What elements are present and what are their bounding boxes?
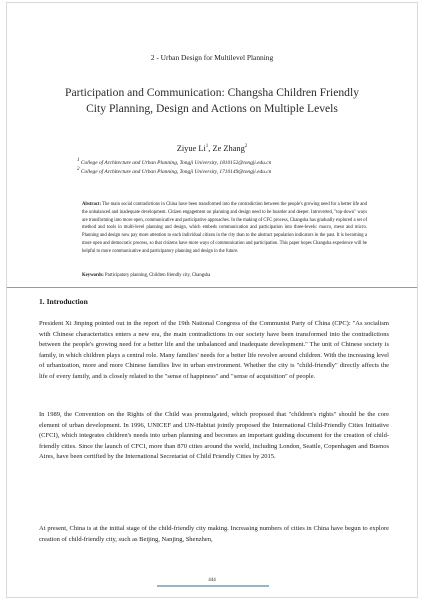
- section-heading: 1. Introduction: [39, 297, 88, 306]
- affiliation-text: College of Architecture and Urban Planning, Tongji University, 1710149@tongji.edu.cn: [79, 168, 272, 175]
- keywords-block: [82, 273, 367, 278]
- section-divider: [7, 287, 417, 288]
- author-line: [7, 144, 417, 153]
- affiliation-text: College of Architecture and Urban Planning, Tongji University, 1810152@tongji.edu.cn: [79, 159, 272, 166]
- author-name: Ze Zhang: [212, 144, 245, 153]
- keywords-label: Keywords:: [82, 273, 104, 278]
- author-name: Ziyue Li: [176, 144, 206, 153]
- keywords-text: Participatory planning, Children friendly city, Changsha: [103, 273, 211, 278]
- abstract-text: The main social contradictions in China have been transformed into the contradiction between the people's growing need for a better life and the unbalanced and inadequate development. Citizen engagement on planning and design need to be boarder and deeper. Introverted, "top-down" ways are transforming into more open, communicative and participative approaches. In the making of CFC process, Changsha has gradually explored a set of method and tools in multi-level planning and design, which embeds communication and participation into three-levels: macro, meso and micro. Planning and design now pay more attention to each individual citizen in the city than to the abstract population indicators in the past. It is becoming a more open and democratic process, so that citizens have more ways of communication and participation. This paper hopes Changsha experience will be helpful to more communicative and participatory planning and design in the future.: [82, 202, 367, 254]
- affiliation-mark: 2: [77, 167, 80, 172]
- abstract-block: [82, 201, 367, 255]
- author-affiliation-mark: 2: [244, 144, 248, 150]
- author-separator: ,: [208, 144, 213, 153]
- body-paragraph: At present, China is at the initial stage of the child-friendly city making. Increasing numbers of cities in China have begun to explore creation of child-friendly city, such as Beijing, Nanjing, Shenzhen,: [39, 525, 389, 543]
- affiliation-2: [77, 167, 271, 175]
- paper-title: Participation and Communication: Changsha Children Friendly City Planning, Design and Actions on Multiple Levels: [65, 86, 359, 115]
- page-number: 444: [208, 578, 216, 583]
- footer-bar: [157, 585, 269, 587]
- body-paragraph: President Xi Jinping pointed out in the report of the 19th National Congress of the Communist Party of China (CPC): "As socialism with Chinese characteristics enters a new era, the main contradictions in our society have been transformed into the contradictions between the people's growing need for a better life and the unbalanced and inadequate development." The unit of Chinese society is family, in which children plays a central role. Many families' needs for a better life revolve around children. With the increasing level of urbanization, more and more Chinese families live in urban environment. Whether the city is "child-friendly" directly affects the life of every family, and is closely related to the "sense of happiness" and "sense of acquisition" of people.: [39, 320, 389, 380]
- abstract-label: Abstract:: [82, 202, 102, 207]
- paper-page: [6, 2, 418, 598]
- author-affiliation-mark: 1: [205, 144, 209, 150]
- affiliation-mark: 1: [77, 158, 80, 163]
- body-paragraph: In 1989, the Convention on the Rights of the Child was promulgated, which proposed that "children's rights" should be the core element of urban development. In 1996, UNICEF and UN-Habitat jointly proposed the International Child-Friendly Cities Initiative (CFCI), which integrates children's needs into urban planning and becomes an important guiding document for the creation of child-friendly cities. Since the launch of CFCI, more than 870 cities around the world, including London, Seattle, Copenhagen and Buenos Aires, have been certified by the International Secretariat of Child Friendly Cities by 2015.: [39, 411, 389, 461]
- affiliation-1: [77, 158, 271, 166]
- section-header: 2 - Urban Design for Multilevel Planning: [150, 53, 274, 62]
